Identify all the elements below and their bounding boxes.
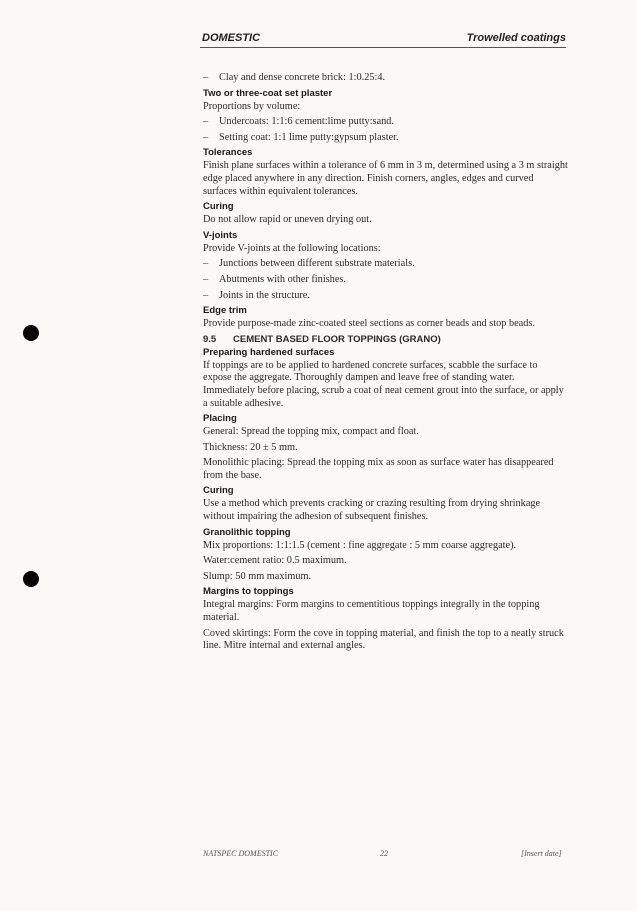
- bullet-text: Joints in the structure.: [219, 289, 310, 301]
- paragraph: Use a method which prevents cracking or crazing resulting from drying shrinkage without impairing the adhesion of subsequent finishes.: [203, 498, 541, 523]
- subheading: Preparing hardened surfaces: [203, 346, 335, 358]
- bullet-dash: –: [203, 116, 209, 128]
- footer-publication: NATSPEC DOMESTIC: [203, 849, 279, 858]
- subheading: Curing: [203, 485, 234, 497]
- page-header: [200, 31, 566, 48]
- paragraph: Water:cement ratio: 0.5 maximum.: [203, 555, 347, 567]
- subheading: Granolithic topping: [203, 526, 291, 538]
- paragraph: Proportions by volume:: [203, 100, 301, 112]
- paragraph: Finish plane surfaces within a tolerance of 6 mm in 3 m, determined using a 3 m straight edge placed anywhere in any direction. Finish corners, angles, edges and curved surfaces within equivalent tolerances.: [203, 160, 568, 197]
- bullet-dash: –: [203, 131, 209, 143]
- subheading: Margins to toppings: [203, 586, 294, 598]
- binder-hole-top: [23, 325, 39, 341]
- header-chapter-title: Trowelled coatings: [466, 32, 566, 44]
- section-heading: [203, 334, 568, 346]
- header-section-title: DOMESTIC: [202, 32, 261, 44]
- footer-page-number: 22: [380, 849, 388, 858]
- section-number: 9.5: [203, 333, 217, 345]
- bullet-text: Undercoats: 1:1:6 cement:lime putty:sand.: [219, 116, 395, 128]
- footer-date: [Insert date]: [521, 849, 562, 858]
- bullet-dash: –: [203, 72, 209, 83]
- bullet-text: Clay and dense concrete brick: 1:0.25:4.: [219, 72, 386, 83]
- bullet-item: [203, 72, 568, 85]
- bullet-item: [203, 258, 568, 271]
- binder-hole-bottom: [23, 571, 39, 587]
- bullet-text: Junctions between different substrate materials.: [219, 258, 415, 270]
- paragraph: Mix proportions: 1:1:1.5 (cement : fine aggregate : 5 mm coarse aggregate).: [203, 539, 517, 551]
- paragraph: Provide V-joints at the following locations:: [203, 242, 381, 254]
- subheading: Curing: [203, 201, 234, 213]
- subheading: V-joints: [203, 229, 238, 241]
- paragraph: Provide purpose-made zinc-coated steel sections as corner beads and stop beads.: [203, 318, 535, 330]
- paragraph: Slump: 50 mm maximum.: [203, 570, 312, 582]
- paragraph: Coved skirtings: Form the cove in topping material, and finish the top to a neatly struck line. Mitre internal and external angles.: [203, 627, 564, 652]
- bullet-item: [203, 116, 568, 129]
- section-title: CEMENT BASED FLOOR TOPPINGS (GRANO): [233, 333, 441, 345]
- bullet-dash: –: [203, 289, 209, 301]
- paragraph: Integral margins: Form margins to cementitious toppings integrally in the topping material.: [203, 599, 540, 624]
- paragraph: Monolithic placing: Spread the topping mix as soon as surface water has disappeared from the base.: [203, 457, 554, 481]
- paragraph: Do not allow rapid or uneven drying out.: [203, 214, 372, 226]
- bullet-dash: –: [203, 258, 209, 270]
- bullet-dash: –: [203, 273, 209, 285]
- bullet-item: [203, 274, 568, 287]
- bullet-text: Setting coat: 1:1 lime putty:gypsum plaster.: [219, 131, 399, 143]
- bullet-text: Abutments with other finishes.: [219, 273, 346, 285]
- paragraph: If toppings are to be applied to hardened concrete surfaces, scabble the surface to expose the aggregate. Thoroughly dampen and leave free of standing water. Immediately before placing, scrub a coat of neat cement grout into the surface, or apply a suitable adhesive.: [203, 359, 564, 409]
- subheading: Tolerances: [203, 147, 253, 159]
- subheading: Edge trim: [203, 305, 247, 317]
- subheading: Two or three-coat set plaster: [203, 87, 333, 99]
- paragraph: General: Spread the topping mix, compact and float.: [203, 426, 419, 438]
- paragraph: Thickness: 20 ± 5 mm.: [203, 441, 298, 453]
- document-body: [203, 72, 568, 656]
- bullet-item: [203, 290, 568, 303]
- subheading: Placing: [203, 413, 237, 425]
- bullet-item: [203, 132, 568, 145]
